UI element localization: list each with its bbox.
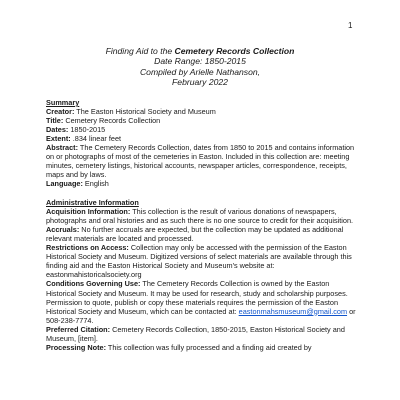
- citation-paragraph: [46, 325, 356, 343]
- compiled-date: February 2022: [172, 76, 228, 87]
- collection-name: Cemetery Records Collection: [174, 46, 295, 56]
- language-label: Language:: [46, 179, 83, 189]
- dates-value: 1850-2015: [68, 125, 106, 135]
- acquisition-label: Acquisition Information:: [46, 207, 131, 217]
- creator-value: The Easton Historical Society and Museum: [74, 107, 216, 117]
- extent-value: .834 linear feet: [70, 134, 122, 144]
- acquisition-paragraph: [46, 207, 356, 225]
- contact-email-link[interactable]: eastonmahsmuseum@gmail.com: [238, 306, 348, 316]
- language-value: English: [82, 179, 109, 189]
- citation-value: Cemetery Records Collection, 1850-2015, Easton Historical Society and Museum, [item].: [46, 324, 345, 343]
- document-title: [0, 46, 400, 56]
- language-line: [46, 179, 356, 188]
- restrictions-value: Collection may only be accessed with the permission of the Easton Historical Society and Museum. Digitized versions of select materials are available through this finding aid and the Easton Historical Society and Museum's website at: eastonmahistoricalsociety.org: [46, 243, 352, 280]
- compiled-by: Compiled by Arielle Nathanson,: [139, 66, 261, 77]
- dates-line: [46, 125, 356, 134]
- abstract-label: Abstract:: [46, 143, 79, 153]
- title-line: [46, 116, 356, 125]
- conditions-value: The Cemetery Records Collection is owned by the Easton Historical Society and Museum. It may be used for research, study and scholarship purposes. Permission to quote, publish or copy these materials requires the permission of the Easton Historical Society and Museum, which can be contacted at:: [46, 279, 348, 316]
- date-range: Date Range: 1850-2015: [154, 56, 246, 67]
- admin-heading: Administrative Information: [46, 198, 139, 208]
- page-number: 1: [348, 21, 353, 30]
- acquisition-value: This collection is the result of various donations of newspapers, photographs and oral histories and as such there is no one source to credit for their acquisition.: [46, 207, 354, 226]
- summary-heading: Summary: [46, 98, 80, 107]
- conditions-paragraph: [46, 279, 356, 324]
- processing-value: This collection was fully processed and a finding aid created by: [106, 342, 312, 352]
- section-spacer: [46, 188, 356, 198]
- extent-label: Extent:: [46, 134, 71, 144]
- extent-line: [46, 134, 356, 143]
- abstract-paragraph: [46, 143, 356, 179]
- title-block: [0, 46, 400, 87]
- abstract-value: The Cemetery Records Collection, dates from 1850 to 2015 and contains information on or photographs of most of the cemeteries in Easton. Included in this collection are: meeting minutes, cemetery listings, historical accounts, newspaper articles, correspondence, receipts, maps and by laws.: [46, 143, 355, 180]
- dates-label: Dates:: [46, 125, 69, 135]
- title-prefix: Finding Aid to the: [105, 46, 175, 56]
- creator-line: [46, 107, 356, 116]
- citation-label: Preferred Citation:: [46, 324, 111, 334]
- title-value: Cemetery Records Collection: [63, 116, 161, 126]
- creator-label: Creator:: [46, 107, 75, 117]
- document-body: [46, 98, 356, 352]
- title-label: Title:: [46, 116, 64, 126]
- accruals-label: Accruals:: [46, 225, 80, 235]
- restrictions-paragraph: [46, 243, 356, 279]
- contact-phone: or 508-238-7774.: [46, 306, 356, 325]
- restrictions-label: Restrictions on Access:: [46, 243, 129, 253]
- accruals-value: No further accruals are expected, but the collection may be updated as additional relevant materials are located and processed.: [46, 225, 344, 244]
- processing-label: Processing Note:: [46, 342, 107, 352]
- processing-paragraph: [46, 343, 356, 352]
- accruals-paragraph: [46, 225, 356, 243]
- conditions-label: Conditions Governing Use:: [46, 279, 141, 289]
